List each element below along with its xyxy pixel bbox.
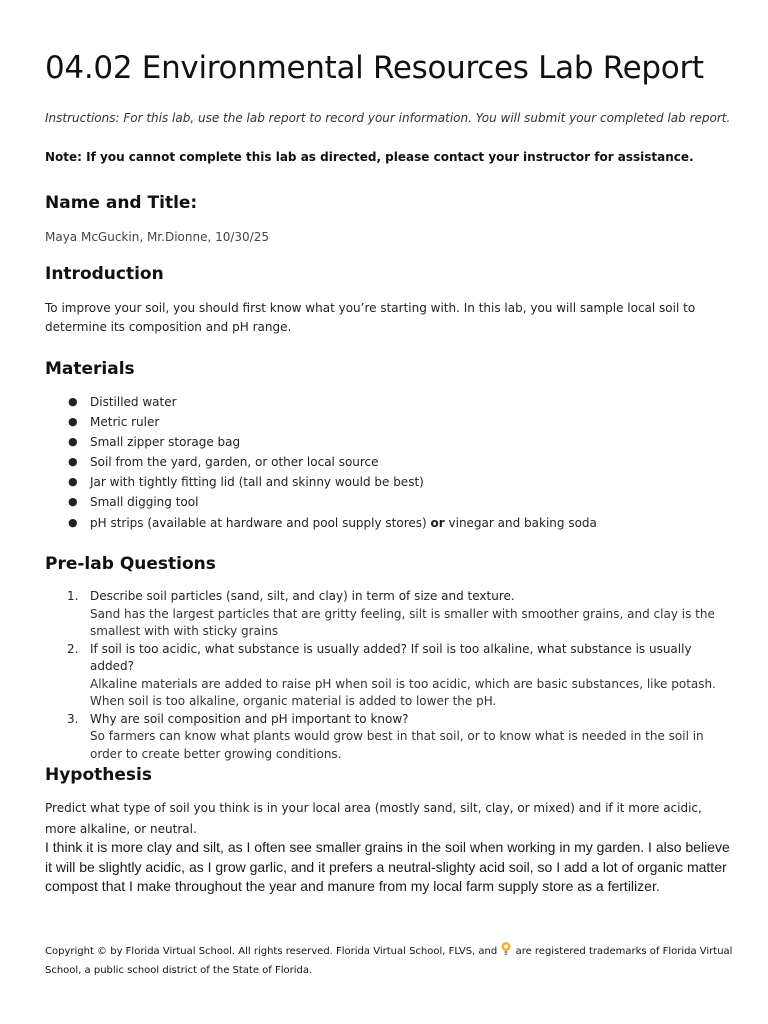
- list-item: ● Metric ruler: [68, 415, 160, 430]
- introduction-text: To improve your soil, you should first know what you’re starting with. In this lab, you will sample local soil to determine its composition and pH range.: [45, 301, 696, 334]
- list-item: ● Small zipper storage bag: [68, 435, 241, 450]
- list-item: 1. Describe soil particles (sand, silt, and clay) in term of size and texture. Sand has the largest particles that are gritty feeling, silt is smaller with smoother grains, and clay is the smallest with with sticky grains: [45, 588, 735, 641]
- note-text: Note: If you cannot complete this lab as directed, please contact your instructor for assistance.: [45, 150, 694, 164]
- answer-text: Sand has the largest particles that are gritty feeling, silt is smaller with smoother grains, and clay is the smallest with with sticky grains: [90, 606, 715, 638]
- list-item: ● Soil from the yard, garden, or other local source: [68, 455, 379, 470]
- list-item: ● Distilled water: [68, 395, 177, 409]
- list-item: 3. Why are soil composition and pH important to know? So farmers can know what plants would grow best in that soil, or to know what is needed in the soil in order to create better growing conditions.: [45, 711, 735, 764]
- copyright-footer: Copyright © by Florida Virtual School. All rights reserved. Florida Virtual School, FLVS, and are registered trademarks of Florida Virtual School, a public school district of the State of Florida.: [45, 941, 735, 980]
- materials-heading: Materials: [45, 359, 135, 379]
- prelab-questions-list: [45, 588, 735, 763]
- question-text: Describe soil particles (sand, silt, and clay) in term of size and texture.: [90, 589, 515, 603]
- introduction-heading: Introduction: [45, 264, 164, 284]
- list-item: ● pH strips (available at hardware and pool supply stores) or vinegar and baking soda: [68, 515, 597, 530]
- instructions-text: Instructions: For this lab, use the lab report to record your information. You will submit your completed lab report.: [45, 111, 731, 125]
- materials-list: [45, 393, 597, 534]
- hypothesis-prompt: Predict what type of soil you think is in your local area (mostly sand, silt, clay, or mixed) and if it more acidic, more alkaline, or neutral.: [45, 801, 702, 836]
- answer-text: Alkaline materials are added to raise pH when soil is too acidic, which are basic substances, like potash. When soil is too alkaline, organic material is added to lower the pH.: [90, 676, 716, 708]
- name-title-heading: Name and Title:: [45, 193, 198, 213]
- question-text: If soil is too acidic, what substance is usually added? If soil is too alkaline, what substance is usually added?: [90, 641, 692, 673]
- flvs-logo-icon: [500, 941, 512, 957]
- list-item: 2. If soil is too acidic, what substance is usually added? If soil is too alkaline, what substance is usually added? Alkaline materials are added to raise pH when soil is too acidic, which are basic substances, like potash. When soil is too alkaline, organic material is added to lower the pH.: [45, 641, 735, 711]
- list-item: ● Small digging tool: [68, 495, 199, 510]
- answer-text: So farmers can know what plants would grow best in that soil, or to know what is needed in the soil in order to create better growing conditions.: [90, 729, 704, 761]
- page-title: 04.02 Environmental Resources Lab Report: [45, 50, 704, 86]
- prelab-heading: Pre-lab Questions: [45, 554, 216, 574]
- hypothesis-answer: I think it is more clay and silt, as I often see smaller grains in the soil when working in my garden. I also believe it will be slightly acidic, as I grow garlic, and it prefers a neutral-slighty acid soil, so I add a lot of organic matter compost that I make throughout the year and manure from my local farm supply store as a fertilizer.: [45, 839, 730, 894]
- hypothesis-heading: Hypothesis: [45, 765, 152, 785]
- question-text: Why are soil composition and pH important to know?: [90, 711, 409, 726]
- list-item: ● Jar with tightly fitting lid (tall and skinny would be best): [68, 475, 424, 490]
- name-title-value: Maya McGuckin, Mr.Dionne, 10/30/25: [45, 230, 269, 244]
